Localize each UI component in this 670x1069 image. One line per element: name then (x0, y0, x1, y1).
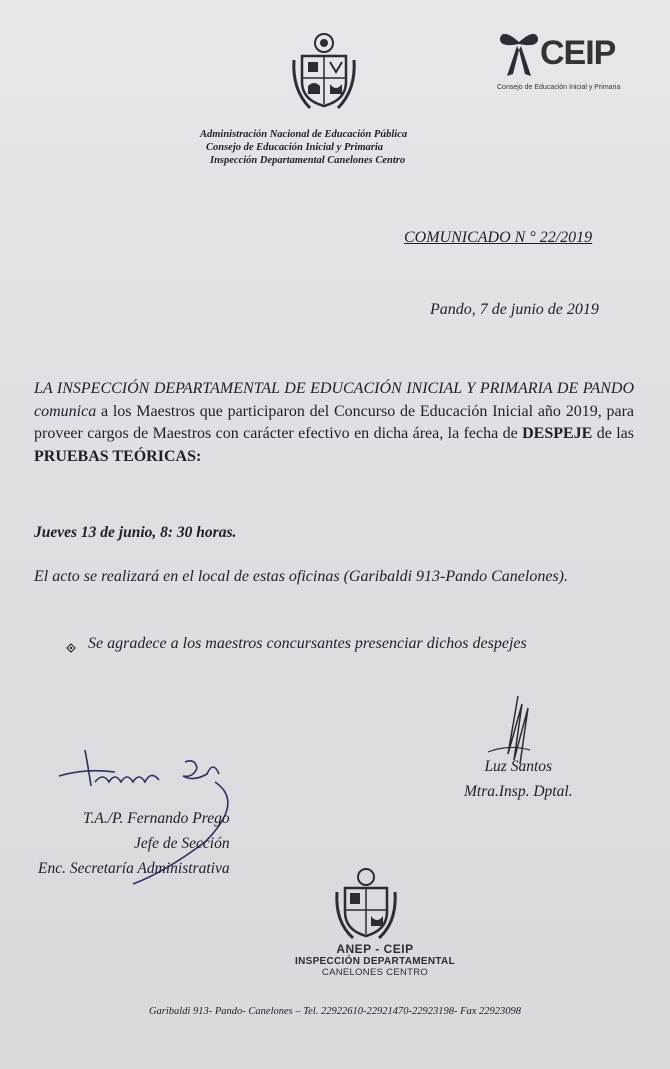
department-stamp (280, 942, 470, 978)
signatory-left-name: T.A./P. Fernando Prego (83, 810, 230, 827)
signature-block-left (38, 806, 230, 881)
header-line-3: Inspección Departamental Canelones Centro (210, 155, 406, 166)
paragraph-text-2: de las (592, 425, 635, 442)
event-location: El acto se realizará en el local de estas oficinas (Garibaldi 913-Pando Canelones). (34, 568, 568, 585)
diamond-bullet-icon (66, 643, 76, 653)
ceip-logo-subtitle: Consejo de Educación Inicial y Primaria (497, 84, 621, 91)
paragraph-intro: LA INSPECCIÓN DEPARTAMENTAL DE EDUCACIÓN INICIAL Y PRIMARIA DE PANDO comunica (34, 380, 634, 420)
ceip-ribbon-logo-icon (497, 28, 541, 78)
ceip-logo-text: CEIP (540, 34, 616, 72)
main-paragraph (34, 378, 634, 468)
institution-header (200, 128, 407, 167)
event-datetime: Jueves 13 de junio, 8: 30 horas. (34, 524, 237, 541)
document-title: COMUNICADO N ° 22/2019 (404, 229, 593, 246)
header-line-1: Administración Nacional de Educación Pública (200, 129, 408, 140)
coat-of-arms-icon (290, 30, 358, 112)
contact-footer: Garibaldi 913- Pando- Canelones – Tel. 22922610-22921470-22923198- Fax 22923098 (148, 1006, 522, 1017)
paragraph-pruebas: PRUEBAS TEÓRICAS (34, 447, 196, 465)
signatory-right-name: Luz Santos (484, 758, 553, 775)
stamp-line-2: INSPECCIÓN DEPARTAMENTAL (295, 956, 455, 967)
closing-note: Se agradece a los maestros concursantes presenciar dichos despejes (88, 635, 527, 652)
stamp-line-1: ANEP - CEIP (336, 942, 414, 956)
stamp-coat-of-arms-icon (333, 866, 399, 942)
paragraph-text-1: a los Maestros que participaron del Concurso de Educación Inicial año 2019, para proveer cargos de Maestros con carácter efectivo en dicha área, la fecha de (34, 402, 634, 442)
header-line-2: Consejo de Educación Inicial y Primaria (206, 142, 384, 153)
signatory-left-role-1: Jefe de Sección (134, 835, 230, 852)
signatory-right-role: Mtra.Insp. Dptal. (464, 783, 573, 800)
signatory-left-role-2: Enc. Secretaría Administrativa (38, 860, 230, 877)
paragraph-despeje: DESPEJE (522, 425, 593, 442)
stamp-line-3: CANELONES CENTRO (321, 967, 429, 978)
paragraph-colon: : (195, 447, 202, 465)
signature-block-right (464, 754, 573, 804)
document-date: Pando, 7 de junio de 2019 (430, 301, 599, 318)
